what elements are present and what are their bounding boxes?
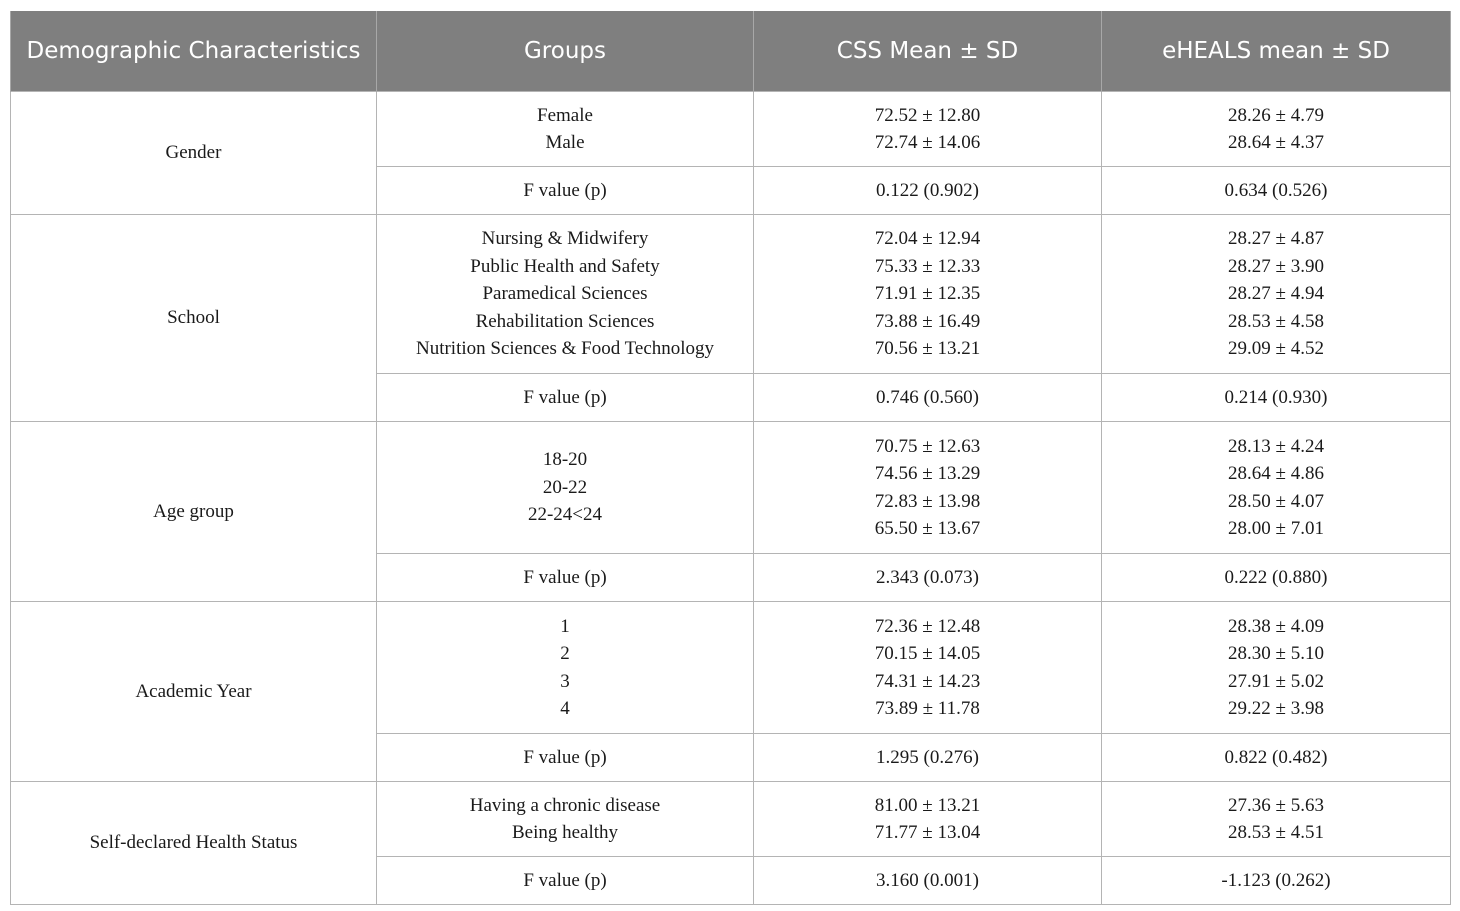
group-value: Male: [545, 132, 585, 153]
f-css-value: 2.343 (0.073): [754, 554, 1102, 602]
f-eheals-value: 0.822 (0.482): [1102, 734, 1451, 782]
group-value: 20-22: [542, 476, 588, 498]
header-groups: Groups: [377, 11, 754, 92]
demographics-table: [10, 11, 1451, 905]
f-eheals-value: 0.214 (0.930): [1102, 374, 1451, 422]
f-css-value: 3.160 (0.001): [754, 857, 1102, 905]
section-name: School: [11, 215, 377, 422]
group-value: Having a chronic disease: [469, 794, 661, 816]
css-value: 70.56 ± 13.21: [874, 338, 981, 360]
f-css-value: 0.746 (0.560): [754, 374, 1102, 422]
eheals-value: 28.53 ± 4.51: [1228, 822, 1324, 843]
css-value: 73.89 ± 11.78: [875, 698, 980, 719]
group-value: 22-24<24: [527, 504, 603, 526]
eheals-value: 28.38 ± 4.09: [1228, 615, 1324, 637]
css-value: 65.50 ± 13.67: [874, 518, 981, 539]
group-values: [377, 215, 754, 374]
css-value: 71.91 ± 12.35: [874, 283, 981, 305]
eheals-value: 28.64 ± 4.37: [1228, 132, 1324, 153]
f-css-value: 1.295 (0.276): [754, 734, 1102, 782]
table-row: [11, 782, 1451, 857]
group-value: Public Health and Safety: [470, 255, 660, 277]
eheals-values: [1102, 92, 1451, 167]
f-value-label: F value (p): [377, 167, 754, 215]
group-value: 18-20: [542, 449, 588, 471]
group-value: Nursing & Midwifery: [481, 228, 649, 250]
eheals-value: 29.22 ± 3.98: [1228, 698, 1324, 719]
group-value: 1: [560, 615, 570, 637]
group-values: [377, 602, 754, 734]
table-row: [11, 92, 1451, 167]
css-value: 73.88 ± 16.49: [874, 310, 981, 332]
f-css-value: 0.122 (0.902): [754, 167, 1102, 215]
eheals-values: [1102, 422, 1451, 554]
f-value-label: F value (p): [377, 374, 754, 422]
section-name: Gender: [11, 92, 377, 215]
css-value: 71.77 ± 13.04: [874, 822, 981, 843]
css-value: 74.56 ± 13.29: [874, 463, 981, 484]
table-body: [11, 92, 1451, 905]
f-value-label: F value (p): [377, 734, 754, 782]
header-demographic: Demographic Characteristics: [11, 11, 377, 92]
group-value: Female: [537, 104, 593, 126]
css-values: [754, 602, 1102, 734]
css-values: [754, 92, 1102, 167]
css-values: [754, 782, 1102, 857]
css-value: 72.74 ± 14.06: [874, 132, 981, 153]
group-value: Rehabilitation Sciences: [475, 310, 655, 332]
css-value: 74.31 ± 14.23: [874, 670, 981, 692]
group-values: [377, 422, 754, 554]
eheals-value: 28.53 ± 4.58: [1228, 310, 1324, 332]
header-eheals: eHEALS mean ± SD: [1102, 11, 1451, 92]
eheals-value: 28.64 ± 4.86: [1228, 463, 1324, 484]
css-value: 72.52 ± 12.80: [874, 104, 981, 126]
eheals-value: 27.36 ± 5.63: [1228, 794, 1324, 816]
css-value: 72.04 ± 12.94: [874, 228, 981, 250]
css-values: [754, 215, 1102, 374]
eheals-value: 29.09 ± 4.52: [1228, 338, 1324, 360]
header-css: CSS Mean ± SD: [754, 11, 1102, 92]
section-name: Academic Year: [11, 602, 377, 782]
eheals-value: 28.13 ± 4.24: [1228, 435, 1324, 457]
eheals-value: 28.27 ± 4.94: [1228, 283, 1324, 305]
css-value: 70.75 ± 12.63: [874, 435, 981, 457]
f-eheals-value: -1.123 (0.262): [1102, 857, 1451, 905]
f-eheals-value: 0.222 (0.880): [1102, 554, 1451, 602]
f-value-label: F value (p): [377, 554, 754, 602]
css-values: [754, 422, 1102, 554]
group-values: [377, 92, 754, 167]
eheals-value: 28.27 ± 4.87: [1228, 228, 1324, 250]
group-value: 2: [560, 643, 570, 664]
table-row: [11, 602, 1451, 734]
table-row: [11, 422, 1451, 554]
table-row: [11, 215, 1451, 374]
css-value: 72.36 ± 12.48: [874, 615, 981, 637]
group-value: 3: [560, 670, 570, 692]
section-name: Age group: [11, 422, 377, 602]
eheals-values: [1102, 215, 1451, 374]
css-value: 70.15 ± 14.05: [874, 643, 981, 664]
group-value: Being healthy: [511, 822, 619, 843]
f-value-label: F value (p): [377, 857, 754, 905]
group-values: [377, 782, 754, 857]
section-name: Self-declared Health Status: [11, 782, 377, 905]
css-value: 81.00 ± 13.21: [874, 794, 981, 816]
eheals-values: [1102, 602, 1451, 734]
eheals-value: 28.00 ± 7.01: [1228, 518, 1324, 539]
eheals-value: 28.26 ± 4.79: [1228, 104, 1324, 126]
css-value: 75.33 ± 12.33: [874, 255, 981, 277]
header-row: [11, 11, 1451, 92]
eheals-value: 27.91 ± 5.02: [1228, 670, 1324, 692]
group-value: 4: [560, 698, 570, 719]
eheals-values: [1102, 782, 1451, 857]
f-eheals-value: 0.634 (0.526): [1102, 167, 1451, 215]
eheals-value: 28.27 ± 3.90: [1228, 255, 1324, 277]
group-value: Nutrition Sciences & Food Technology: [415, 338, 715, 360]
eheals-value: 28.50 ± 4.07: [1228, 490, 1324, 512]
css-value: 72.83 ± 13.98: [874, 490, 981, 512]
group-value: Paramedical Sciences: [482, 283, 648, 305]
eheals-value: 28.30 ± 5.10: [1228, 643, 1324, 664]
